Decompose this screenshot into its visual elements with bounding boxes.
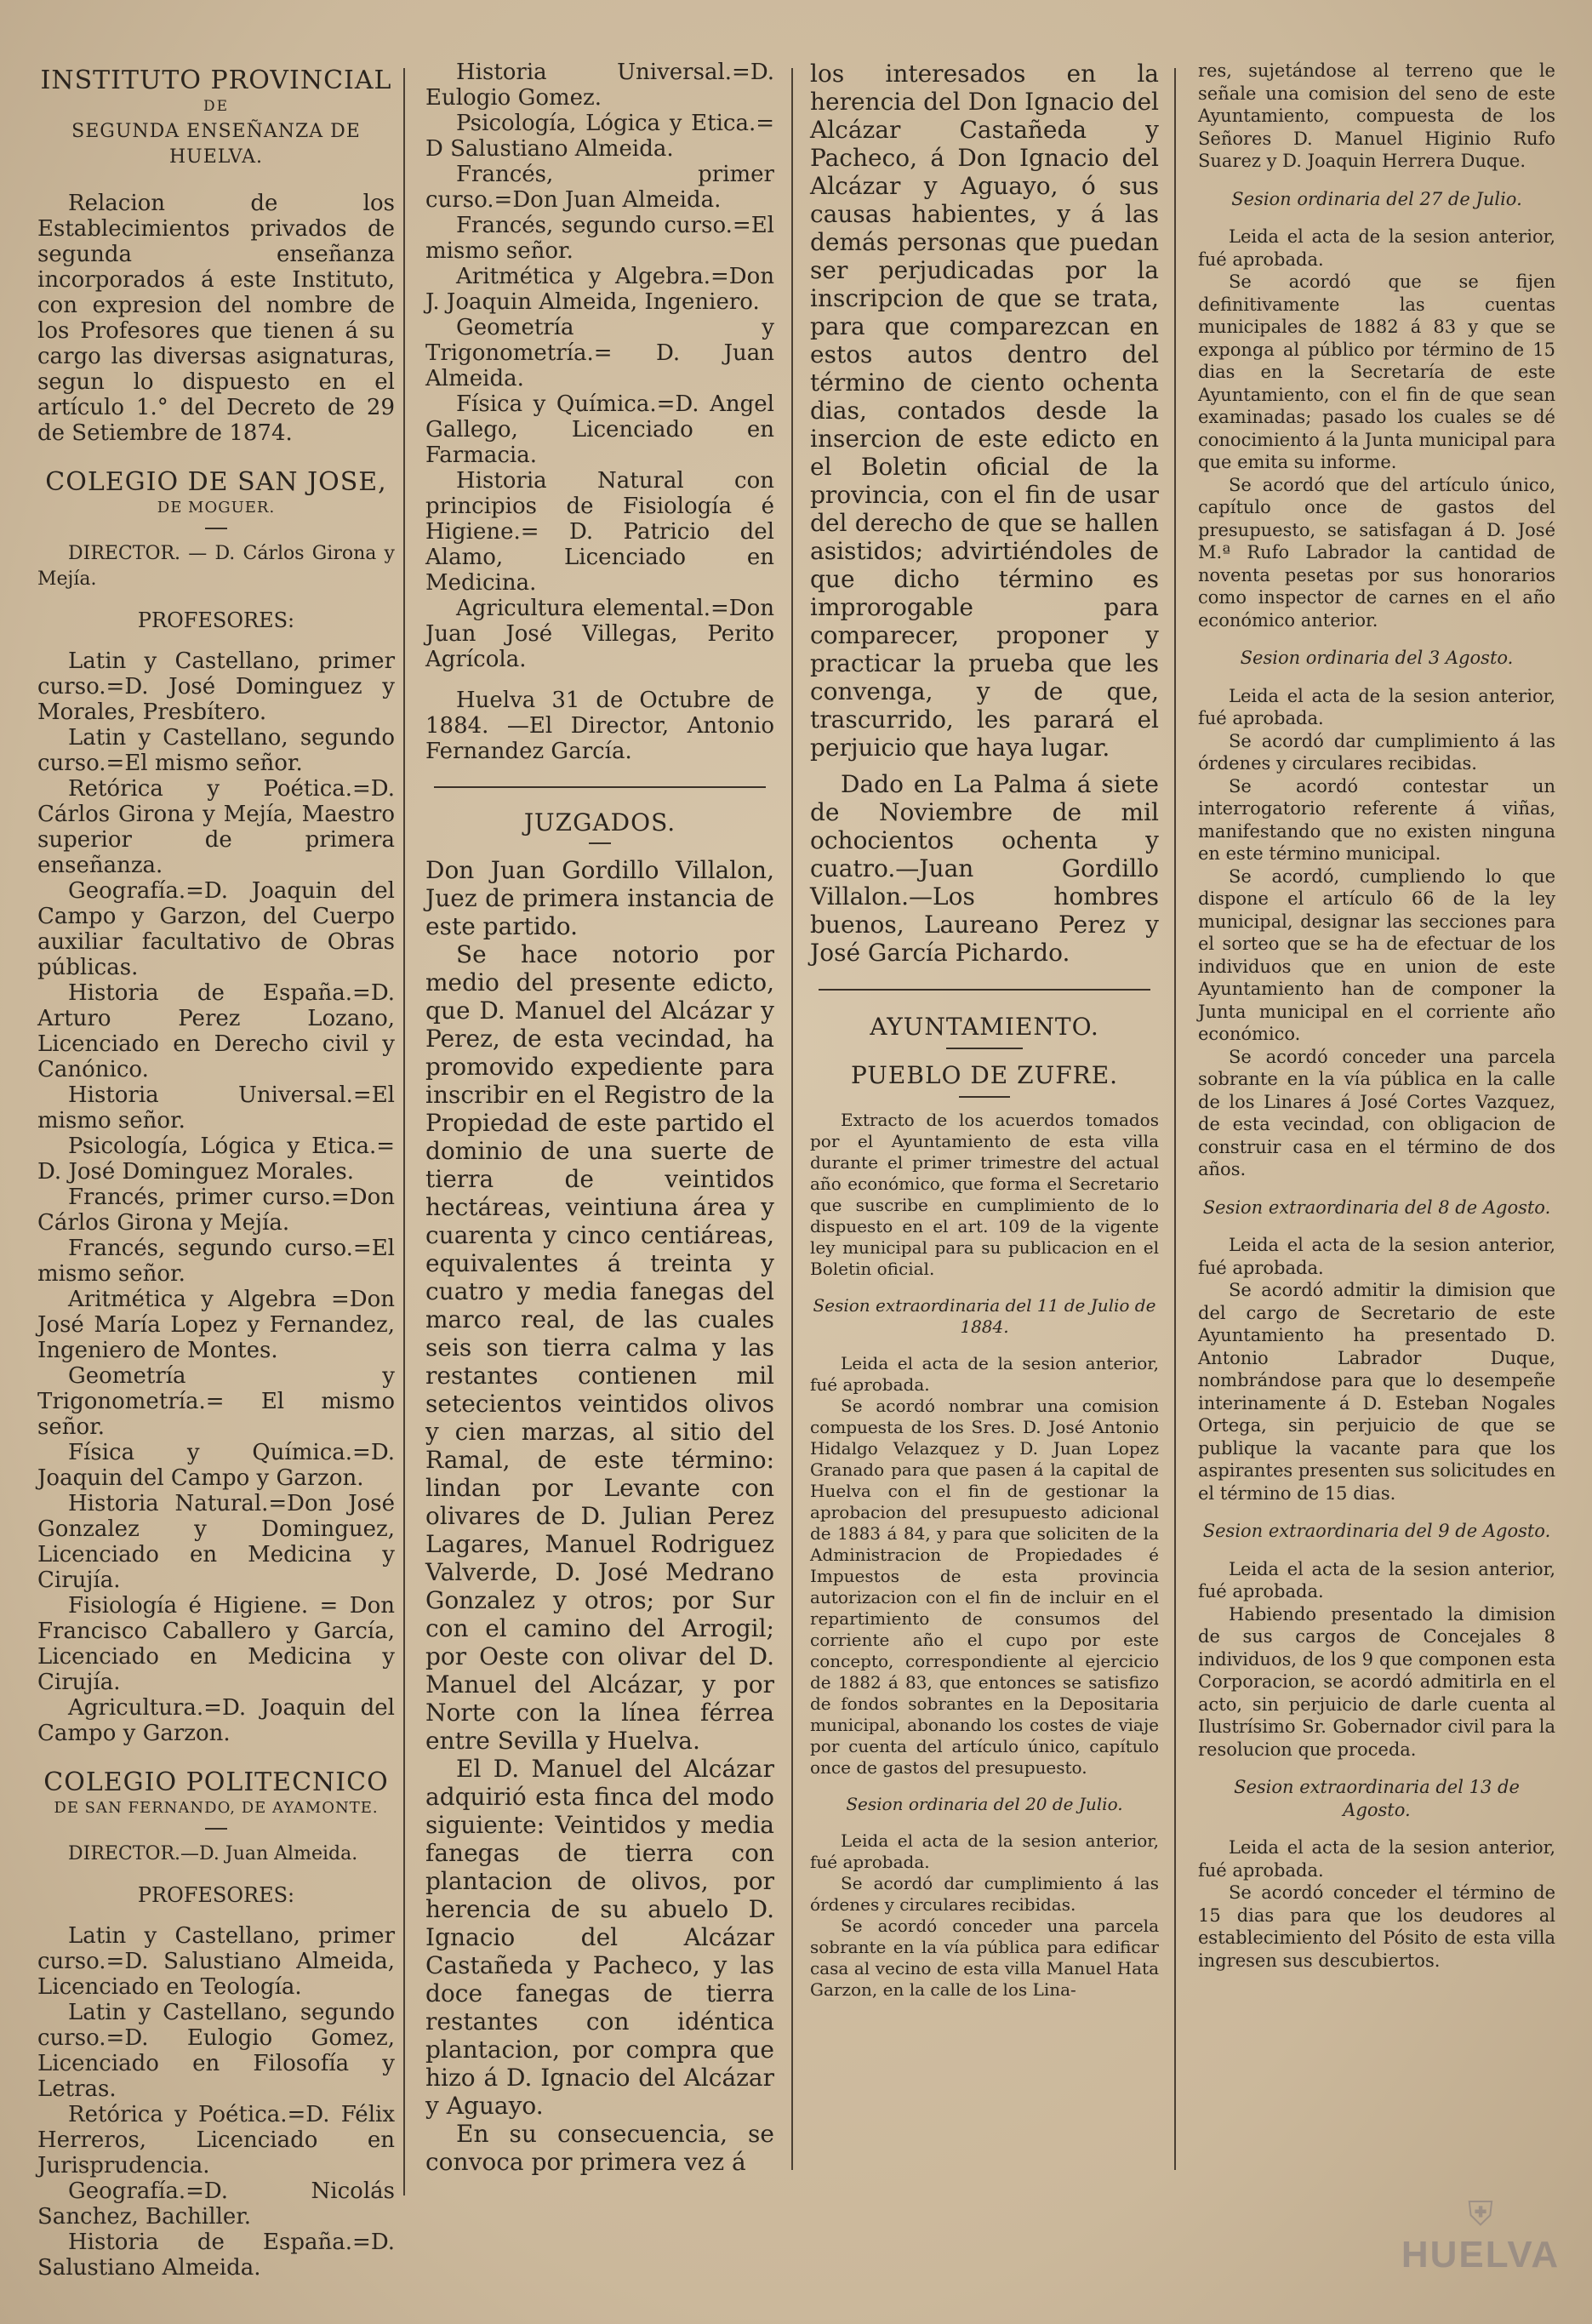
session-entry: Se acordó conceder una parcela sobrante en la vía pública en la calle de los Linares á José Cortes Vazquez, de esta vecindad, con obligacion de construir casa en el término de dos años. bbox=[1198, 1046, 1555, 1179]
institute-de: DE bbox=[203, 98, 230, 115]
session-entry: Se acordó, cumpliendo lo que dispone el artículo 66 de la ley municipal, designar las secciones para el sorteo que se ha de efectuar de los individuos que en union de este Ayuntamiento han de componer la Junta municipal en el corriente año económico. bbox=[1198, 865, 1555, 1044]
professor-entry: Aritmética y Algebra =Don José María Lopez y Fernandez, Ingeniero de Montes. bbox=[37, 1287, 395, 1363]
column-3 bbox=[810, 60, 1159, 2204]
professor-entry: Latin y Castellano, primer curso.=D. Salustiano Almeida, Licenciado en Teología. bbox=[37, 1923, 395, 2000]
session3-items bbox=[1198, 226, 1555, 631]
ayuntamiento-title: AYUNTAMIENTO. bbox=[870, 1013, 1099, 1041]
session2-continued: res, sujetándose al terreno que le señale una comision del seno de este Ayuntamiento, compuesta de los Señores D. Manuel Higinio Rufo Suarez y D. Joaquin Herrera Duque. bbox=[1198, 60, 1555, 171]
session5-title: Sesion extraordinaria del 8 de Agosto. bbox=[1202, 1196, 1551, 1218]
professor-entry: Retórica y Poética.=D. Cárlos Girona y Mejía, Maestro superior de primera enseñanza. bbox=[37, 776, 395, 878]
session-entry: Leida el acta de la sesion anterior, fué aprobada. bbox=[1198, 685, 1555, 728]
session-entry: Se acordó dar cumplimiento á las órdenes y circulares recibidas. bbox=[1198, 730, 1555, 774]
professor-entry: Historia de España.=D. Salustiano Almeida. bbox=[37, 2230, 395, 2281]
professor-entry: Fisiología é Higiene. = Don Francisco Caballero y García, Licenciado en Medicina y Cirujía. bbox=[37, 1593, 395, 1695]
professor-entry: Historia de España.=D. Arturo Perez Lozano, Licenciado en Derecho civil y Canónico. bbox=[37, 980, 395, 1082]
professor-entry: Aritmética y Algebra.=Don J. Joaquin Almeida, Ingeniero. bbox=[425, 264, 774, 315]
session7-items bbox=[1198, 1836, 1555, 1972]
extract-text: Extracto de los acuerdos tomados por el Ayuntamiento de esta villa durante el primer trimestre del actual año económico, que forma el Secretario que suscribe en cumplimiento de lo dispuesto en el art. 109 de la vigente ley municipal para su publicacion en el Boletin oficial. bbox=[810, 1110, 1159, 1279]
professor-entry: Geografía.=D. Nicolás Sanchez, Bachiller. bbox=[37, 2178, 395, 2230]
session6-title: Sesion extraordinaria del 9 de Agosto. bbox=[1202, 1521, 1551, 1541]
column-rule-2 bbox=[791, 68, 793, 2170]
professor-entry: Retórica y Poética.=D. Félix Herreros, Licenciado en Jurisprudencia. bbox=[37, 2102, 395, 2178]
college2-place: DE SAN FERNANDO, DE AYAMONTE. bbox=[54, 1799, 379, 1817]
professor-entry: Física y Química.=D. Angel Gallego, Licenciado en Farmacia. bbox=[425, 391, 774, 468]
college1-professors-label: PROFESORES: bbox=[137, 608, 295, 632]
professor-entry: Francés, segundo curso.=El mismo señor. bbox=[425, 213, 774, 264]
college1-director: DIRECTOR. — D. Cárlos Girona y Mejía. bbox=[37, 543, 395, 590]
watermark-word: HUELVA bbox=[1401, 2234, 1561, 2275]
column-1 bbox=[37, 60, 395, 2281]
professor-entry: Latin y Castellano, segundo curso.=El mismo señor. bbox=[37, 725, 395, 776]
college2-director: DIRECTOR.—D. Juan Almeida. bbox=[68, 1843, 358, 1864]
institute-subtitle: SEGUNDA ENSEÑANZA DE HUELVA. bbox=[71, 121, 361, 168]
professor-entry: Francés, primer curso.=Don Cárlos Girona y Mejía. bbox=[37, 1185, 395, 1236]
session-entry: Leida el acta de la sesion anterior, fué aprobada. bbox=[810, 1353, 1159, 1395]
edict-paragraph-2: El D. Manuel del Alcázar adquirió esta finca del modo siguiente: Veintidos y media fanegas de tierra con plantacion de olivos, por herencia de su abuelo D. Ignacio del Alcázar Castañeda y Pacheco, y las doce fanegas de tierra restantes con idéntica plantacion, por compra que hizo á D. Ignacio del Alcázar y Aguayo. bbox=[425, 1755, 774, 2120]
professor-entry: Historia Universal.=El mismo señor. bbox=[37, 1082, 395, 1133]
column-2 bbox=[425, 60, 774, 2204]
session-entry: Leida el acta de la sesion anterior, fué aprobada. bbox=[1198, 1837, 1555, 1881]
college2-professor-list-cont bbox=[425, 60, 774, 672]
session6-items bbox=[1198, 1558, 1555, 1762]
session-entry: Se acordó contestar un interrogatorio referente á viñas, manifestando que no existen ninguna en este término municipal. bbox=[1198, 775, 1555, 864]
session-entry: Leida el acta de la sesion anterior, fué aprobada. bbox=[1198, 226, 1555, 270]
professor-entry: Geometría y Trigonometría.= El mismo señor. bbox=[37, 1363, 395, 1440]
professor-entry: Historia Universal.=D. Eulogio Gomez. bbox=[425, 60, 774, 111]
session-entry: Se acordó que del artículo único, capítulo once de gastos del presupuesto, se satisfagan á D. José M.ª Rufo Labrador la cantidad de noventa pesetas por sus honorarios como inspector de carnes en el año económico anterior. bbox=[1198, 474, 1555, 631]
college1-name: COLEGIO DE SAN JOSE, bbox=[45, 467, 387, 497]
session3-title: Sesion ordinaria del 27 de Julio. bbox=[1231, 188, 1522, 209]
town-title: PUEBLO DE ZUFRE. bbox=[850, 1061, 1119, 1089]
college2-professors-label: PROFESORES: bbox=[137, 1883, 295, 1907]
session-entry: Se acordó conceder una parcela sobrante en la vía pública para edificar casa al vecino de esta villa Manuel Hata Garzon, en la calle de los Lina- bbox=[810, 1916, 1159, 2000]
column-rule-1 bbox=[403, 68, 405, 2196]
column-rule-3 bbox=[1174, 68, 1176, 2170]
juzgados-title: JUZGADOS. bbox=[523, 808, 676, 837]
session-entry: Leida el acta de la sesion anterior, fué aprobada. bbox=[810, 1830, 1159, 1872]
session1-items bbox=[810, 1353, 1159, 1779]
session2-items bbox=[810, 1830, 1159, 2001]
session-entry: Habiendo presentado la dimision de sus cargos de Concejales 8 individuos, de los 9 que componen esta Corporacion, se acordó admitirla en el acto, sin perjuicio de darle cuenta al Ilustrísimo Sr. Gobernador civil para la resolucion que proceda. bbox=[1198, 1603, 1555, 1760]
college2-professor-list bbox=[37, 1923, 395, 2281]
institute-intro: Relacion de los Establecimientos privados de segunda enseñanza incorporados á este Instituto, con expresion del nombre de los Profesores que tienen á su cargo las diversas asignaturas, segun lo dispuesto en el artículo 1.° del Decreto de 29 de Setiembre de 1874. bbox=[37, 191, 395, 446]
professor-entry: Latin y Castellano, primer curso.=D. José Dominguez y Morales, Presbítero. bbox=[37, 648, 395, 725]
session-entry: Se acordó conceder el término de 15 dias para que los deudores al establecimiento del Pósito de esta villa ingresen sus descubiertos. bbox=[1198, 1882, 1555, 1971]
edict-paragraph-1: Se hace notorio por medio del presente edicto, que D. Manuel del Alcázar y Perez, de esta vecindad, ha promovido expediente para inscribir en el Registro de la Propiedad de este partido el dominio de una suerte de tierra de veintidos hectáreas, veintiuna área y cuarenta y cinco centiáreas, equivalentes á treinta y cuatro y media fanegas del marco real, de las cuales seis son tierra calma y las restantes contienen mil setecientos veintidos olivos y cien marzas, al sitio del Ramal, de este término: lindan por Levante con olivares de D. Julian Perez Lagares, Manuel Rodriguez Valverde, D. José Medrano Gonzalez y otros; por Sur con el camino del Arrogil; por Oeste con olivar del D. Manuel del Alcázar, y por Norte con la línea férrea entre Sevilla y Huelva. bbox=[425, 940, 774, 1755]
professor-entry: Historia Natural.=Don José Gonzalez y Dominguez, Licenciado en Medicina y Cirujía. bbox=[37, 1491, 395, 1593]
shield-icon: ⛨ bbox=[1468, 2196, 1493, 2233]
edict-paragraph-3-start: En su consecuencia, se convoca por primera vez á bbox=[425, 2120, 774, 2176]
professor-entry: Geometría y Trigonometría.= D. Juan Almeida. bbox=[425, 315, 774, 391]
professor-entry: Psicología, Lógica y Etica.= D Salustiano Almeida. bbox=[425, 111, 774, 162]
edict-paragraph-3-cont: los interesados en la herencia del Don Ignacio del Alcázar Castañeda y Pacheco, á Don Ignacio del Alcázar y Aguayo, ó sus causas habientes, y á las demás personas que puedan ser perjudicadas por la inscripcion de que se trata, para que comparezcan en estos autos dentro del término de ciento ochenta dias, contados desde la insercion de este edicto en el Boletin oficial de la provincia, con el fin de usar del derecho de que se hallen asistidos; advirtiéndoles de que dicho término es improrogable para comparecer, proponer y practicar la prueba que les convenga, y de que, trascurrido, les parará el perjuicio que haya lugar. bbox=[810, 60, 1159, 762]
session4-items bbox=[1198, 685, 1555, 1181]
session7-title: Sesion extraordinaria del 13 de Agosto. bbox=[1234, 1777, 1520, 1820]
institute-title: INSTITUTO PROVINCIAL bbox=[40, 66, 392, 95]
session-entry: Leida el acta de la sesion anterior, fué aprobada. bbox=[1198, 1235, 1555, 1278]
session-entry: Se acordó admitir la dimision que del cargo de Secretario de este Ayuntamiento ha presentado D. Antonio Labrador Duque, nombrándose para que lo desempeñe interinamente á D. Esteban Nogales Ortega, sin perjuicio de que se publique la vacante para que los aspirantes presenten sus solicitudes en el término de 15 dias. bbox=[1198, 1280, 1555, 1504]
professor-entry: Historia Natural con principios de Fisiología é Higiene.= D. Patricio del Alamo, Licenciado en Medicina. bbox=[425, 468, 774, 596]
session-entry: Se acordó dar cumplimiento á las órdenes y circulares recibidas. bbox=[810, 1873, 1159, 1915]
college1-place: DE MOGUER. bbox=[157, 499, 276, 517]
professor-entry: Latin y Castellano, segundo curso.=D. Eulogio Gomez, Licenciado en Filosofía y Letras. bbox=[37, 2000, 395, 2102]
session-entry: Se acordó que se fijen definitivamente las cuentas municipales de 1882 á 83 y que se exponga al público por término de 15 dias en la Secretaría de este Ayuntamiento, con el fin de que sean examinadas; pasado los cuales se dé conocimiento á la Junta municipal para que emita su informe. bbox=[1198, 271, 1555, 472]
college2-name: COLEGIO POLITECNICO bbox=[43, 1767, 389, 1797]
archive-watermark-stamp bbox=[1395, 2196, 1566, 2298]
session2-title: Sesion ordinaria del 20 de Julio. bbox=[846, 1794, 1123, 1814]
edict-date: Dado en La Palma á siete de Noviembre de mil ochocientos ochenta y cuatro.—Juan Gordillo Villalon.—Los hombres buenos, Laureano Perez y José García Pichardo. bbox=[810, 770, 1159, 967]
college1-professor-list bbox=[37, 648, 395, 1746]
session-entry: Leida el acta de la sesion anterior, fué aprobada. bbox=[1198, 1558, 1555, 1602]
professor-entry: Física y Química.=D. Joaquin del Campo y Garzon. bbox=[37, 1440, 395, 1491]
session4-title: Sesion ordinaria del 3 Agosto. bbox=[1240, 648, 1514, 668]
professor-entry: Agricultura elemental.=Don Juan José Villegas, Perito Agrícola. bbox=[425, 596, 774, 672]
institute-closing: Huelva 31 de Octubre de 1884. —El Director, Antonio Fernandez García. bbox=[425, 688, 774, 764]
professor-entry: Geografía.=D. Joaquin del Campo y Garzon, del Cuerpo auxiliar facultativo de Obras públicas. bbox=[37, 878, 395, 980]
edict-opening: Don Juan Gordillo Villalon, Juez de primera instancia de este partido. bbox=[425, 856, 774, 940]
session-entry: Se acordó nombrar una comision compuesta de los Sres. D. José Antonio Hidalgo Velazquez y D. Juan Lopez Granado para que pasen á la capital de Huelva con el fin de gestionar la aprobacion del presupuesto adicional de 1883 á 84, y para que soliciten de la Administracion de Propiedades é Impuestos de esta provincia autorizacion con el fin de incluir en el repartimiento de consumos del corriente año el cupo por este concepto, correspondiente al ejercicio de 1882 á 83, que entonces se satisfizo de fondos sobrantes en la Depositaria municipal, abonando los costes de viaje por cuenta del artículo único, capítulo once de gastos del presupuesto. bbox=[810, 1396, 1159, 1778]
professor-entry: Agricultura.=D. Joaquin del Campo y Garzon. bbox=[37, 1695, 395, 1746]
column-4 bbox=[1198, 60, 1555, 2204]
session5-items bbox=[1198, 1234, 1555, 1505]
professor-entry: Psicología, Lógica y Etica.= D. José Dominguez Morales. bbox=[37, 1133, 395, 1185]
session1-title: Sesion extraordinaria del 11 de Julio de 1884. bbox=[813, 1295, 1156, 1337]
professor-entry: Francés, segundo curso.=El mismo señor. bbox=[37, 1236, 395, 1287]
professor-entry: Francés, primer curso.=Don Juan Almeida. bbox=[425, 162, 774, 213]
